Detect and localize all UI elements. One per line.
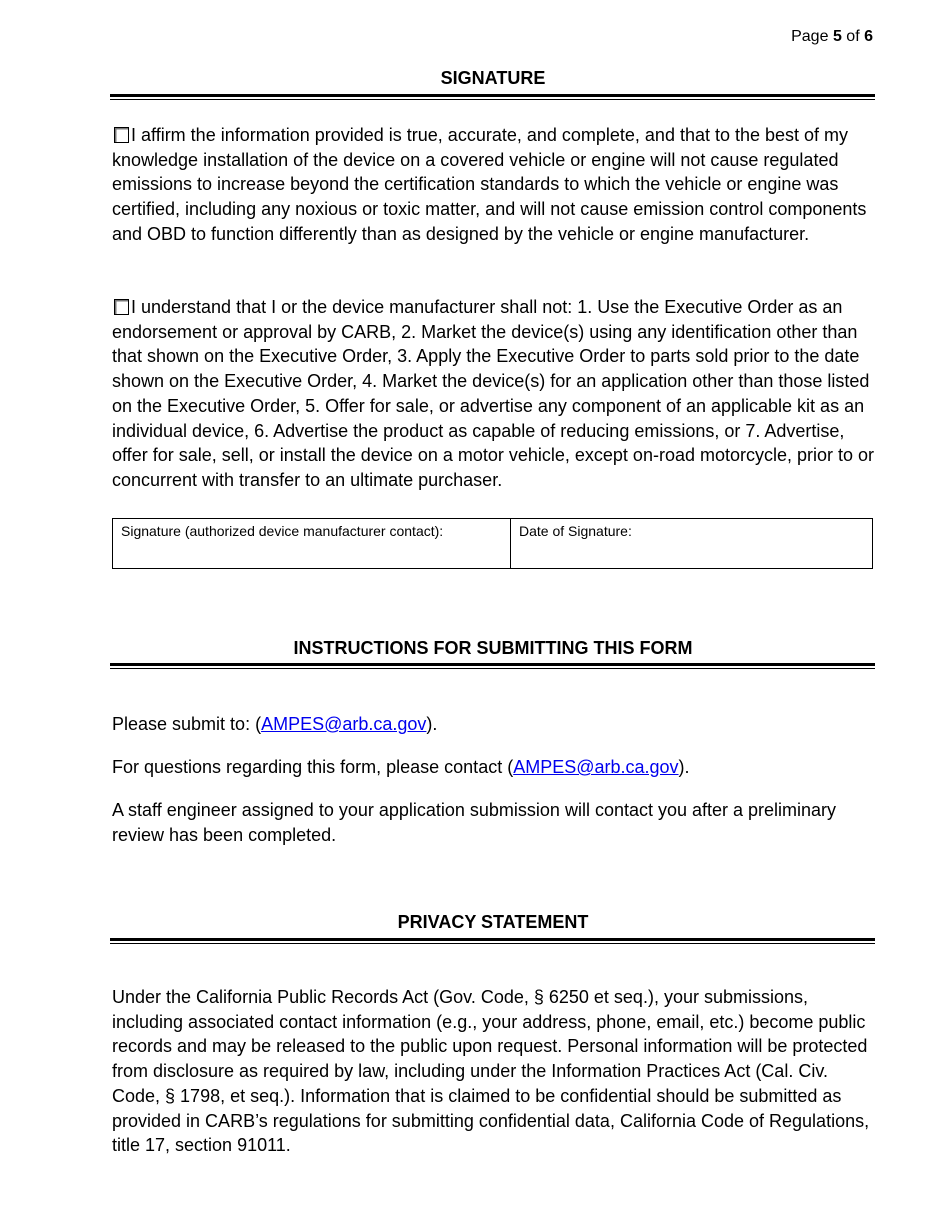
questions-suffix: ). (678, 757, 690, 777)
submit-suffix: ). (426, 714, 438, 734)
understand-text: I understand that I or the device manufacturer shall not: 1. Use the Executive Order as an endorsement or approval by CARB, 2. Market the device(s) using any identification other than that shown on the Executive Order, 3. Apply the Executive Order to parts sold prior to the date shown on the Executive Order, 4. Market the device(s) for an application other than those listed on the Executive Order, 5. Offer for sale, or advertise any component of an applicable kit as an individual device, 6. Advertise the product as capable of reducing emissions, or 7. Advertise, offer for sale, sell, or install the device on a motor vehicle, except on-road motorcycle, prior to or concurrent with transfer to an ultimate purchaser. (112, 297, 875, 490)
signature-rule (110, 94, 875, 100)
privacy-heading: PRIVACY STATEMENT (397, 912, 589, 932)
engineer-paragraph: A staff engineer assigned to your application submission will contact you after a preliminary review has been completed. (112, 800, 837, 845)
submit-line (112, 714, 437, 735)
questions-email-link[interactable]: AMPES@arb.ca.gov (513, 757, 679, 777)
questions-prefix: For questions regarding this form, please contact ( (112, 757, 514, 777)
page-total: 6 (864, 28, 873, 45)
submit-email-link[interactable]: AMPES@arb.ca.gov (261, 714, 427, 734)
page-current: 5 (832, 28, 842, 45)
instructions-heading: INSTRUCTIONS FOR SUBMITTING THIS FORM (293, 638, 693, 658)
signature-date-label: Date of Signature: (519, 523, 632, 539)
affirm-paragraph (112, 123, 877, 247)
affirm-checkbox[interactable] (114, 127, 129, 143)
page-number (791, 28, 873, 46)
privacy-rule (110, 938, 875, 944)
instructions-rule (110, 663, 875, 669)
page-prefix: Page (791, 28, 829, 45)
questions-line (112, 757, 690, 778)
signature-label: Signature (authorized device manufacturer contact): (121, 523, 444, 539)
privacy-paragraph: Under the California Public Records Act (Gov. Code, § 6250 et seq.), your submissions, including associated contact information (e.g., your address, phone, email, etc.) become public records and may be released to the public upon request. Personal information will be protected from disclosure as required by law, including under the Information Practices Act (Cal. Civ. Code, § 1798, et seq.). Information that is claimed to be confidential should be submitted as provided in CARB’s regulations for submitting confidential data, California Code of Regulations, title 17, section 91011. (112, 987, 870, 1156)
signature-date-field[interactable] (511, 519, 872, 568)
signature-field[interactable] (113, 519, 511, 568)
submit-prefix: Please submit to: ( (112, 714, 262, 734)
affirm-text: I affirm the information provided is true, accurate, and complete, and that to the best of my knowledge installation of the device on a covered vehicle or engine will not cause regulated emissions to increase beyond the certification standards to which the vehicle or engine was certified, including any noxious or toxic matter, and will not cause emission control components and OBD to function differently than as designed by the vehicle or engine manufacturer. (112, 125, 867, 244)
signature-table (112, 518, 873, 569)
signature-heading: SIGNATURE (440, 68, 546, 88)
page-of: of (846, 28, 860, 45)
understand-checkbox[interactable] (114, 299, 129, 315)
understand-paragraph (112, 295, 877, 493)
